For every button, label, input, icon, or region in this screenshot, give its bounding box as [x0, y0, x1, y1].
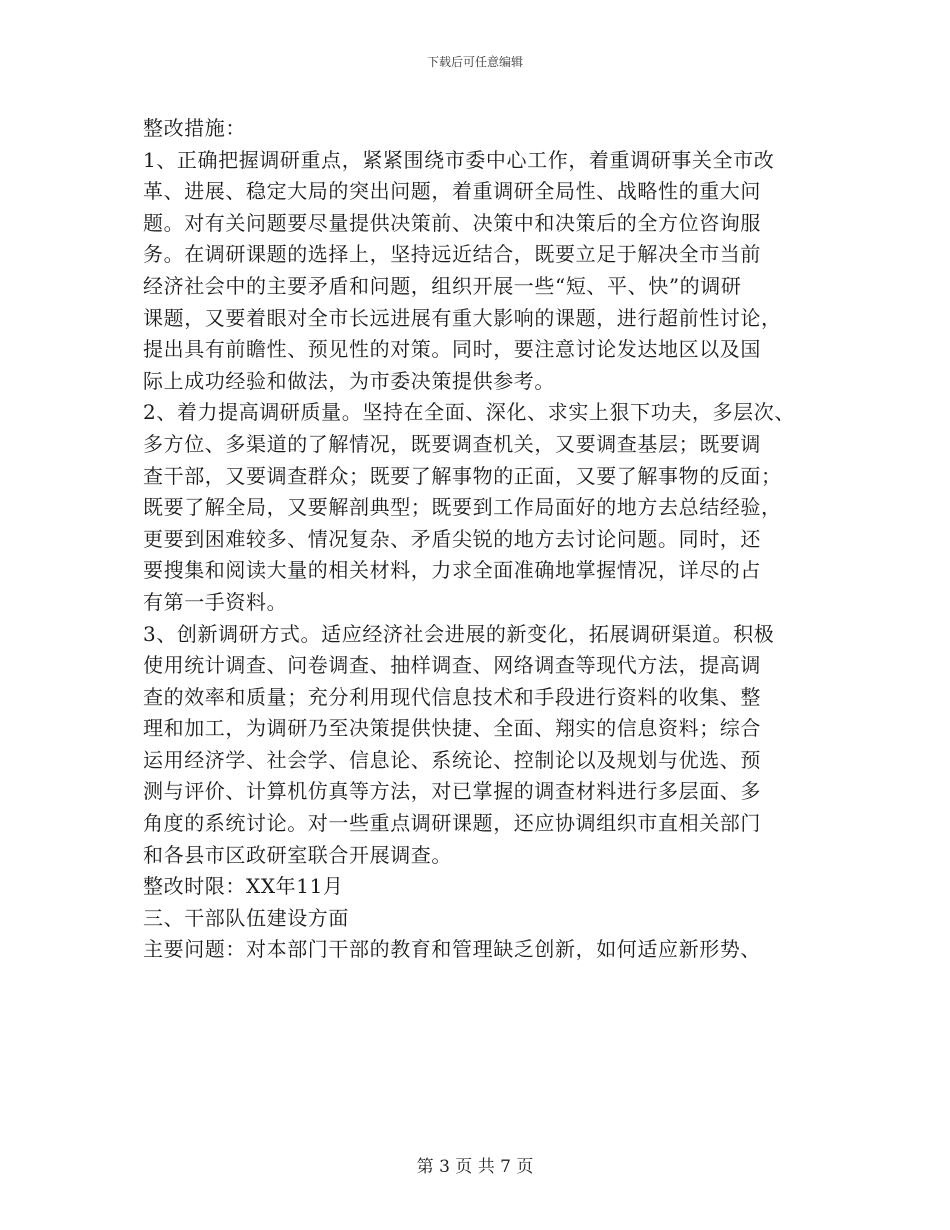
body-line: 三、干部队伍建设方面 — [143, 905, 349, 930]
document-body — [143, 113, 823, 966]
body-line: 1、正确把握调研重点，紧紧围绕市委中心工作，着重调研事关全市改 — [143, 147, 775, 172]
body-line: 既要了解全局，又要解剖典型；既要到工作局面好的地方去总结经验， — [143, 495, 782, 520]
body-line: 更要到困难较多、情况复杂、矛盾尖锐的地方去讨论问题。同时，还 — [143, 526, 761, 551]
body-line: 务。在调研课题的选择上，坚持远近结合，既要立足于解决全市当前 — [143, 242, 761, 267]
body-line: 和各县市区政研室联合开展调查。 — [143, 842, 452, 867]
body-line: 角度的系统讨论。对一些重点调研课题，还应协调组织市直相关部门 — [143, 811, 761, 836]
body-line: 运用经济学、社会学、信息论、系统论、控制论以及规划与优选、预 — [143, 747, 761, 772]
body-line: 使用统计调查、问卷调查、抽样调查、网络调查等现代方法，提高调 — [143, 653, 761, 678]
body-line: 主要问题：对本部门干部的教育和管理缺乏创新，如何适应新形势、 — [143, 937, 761, 962]
body-line: 际上成功经验和做法，为市委决策提供参考。 — [143, 368, 555, 393]
body-line: 要搜集和阅读大量的相关材料，力求全面准确地掌握情况，详尽的占 — [143, 558, 761, 583]
body-line: 测与评价、计算机仿真等方法，对已掌握的调查材料进行多层面、多 — [143, 779, 761, 804]
body-line: 查干部，又要调查群众；既要了解事物的正面，又要了解事物的反面； — [143, 463, 782, 488]
body-line: 2、着力提高调研质量。坚持在全面、深化、求实上狠下功夫，多层次、 — [143, 400, 795, 425]
body-line: 3、创新调研方式。适应经济社会进展的新变化，拓展调研渠道。积极 — [143, 621, 775, 646]
body-line: 革、进展、稳定大局的突出问题，着重调研全局性、战略性的重大问 — [143, 179, 761, 204]
page-number-footer: 第 3 页 共 7 页 — [416, 1157, 534, 1177]
body-line: 经济社会中的主要矛盾和问题，组织开展一些“短、平、快”的调研 — [143, 273, 742, 298]
body-line: 多方位、多渠道的了解情况，既要调查机关，又要调查基层；既要调 — [143, 431, 761, 456]
body-line: 题。对有关问题要尽量提供决策前、决策中和决策后的全方位咨询服 — [143, 210, 761, 235]
body-line: 整改时限：XX年11月 — [143, 874, 344, 899]
page-header-note: 下载后可任意编辑 — [426, 55, 523, 69]
body-line: 整改措施： — [143, 116, 246, 140]
body-line: 提出具有前瞻性、预见性的对策。同时，要注意讨论发达地区以及国 — [143, 337, 761, 362]
body-line: 有第一手资料。 — [143, 589, 288, 614]
body-line: 理和加工，为调研乃至决策提供快捷、全面、翔实的信息资料；综合 — [143, 716, 761, 741]
body-line: 查的效率和质量；充分利用现代信息技术和手段进行资料的收集、整 — [143, 684, 761, 709]
body-line: 课题，又要着眼对全市长远进展有重大影响的课题，进行超前性讨论， — [143, 305, 782, 330]
